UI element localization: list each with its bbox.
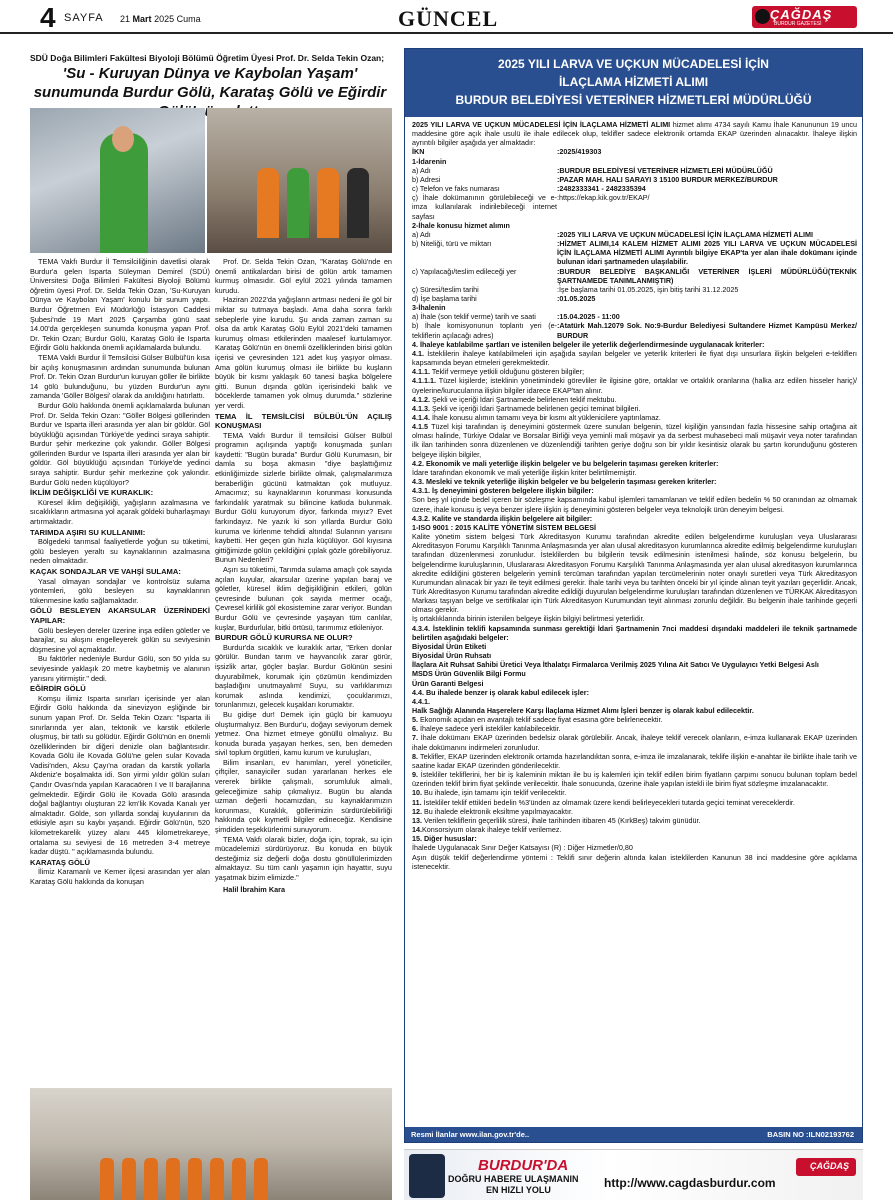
tender-clause: Biyosidal Ürün Etiketi: [412, 641, 487, 651]
article-subheading: GÖLÜ BESLEYEN AKARSULAR ÜZERİNDEKİ YAPILAR:: [30, 606, 210, 625]
tender-clause: 1-ISO 9001 : 2015 KALİTE YÖNETİM SİSTEM BELGESİ: [412, 522, 596, 532]
article-paragraph: Burdur'da sıcaklık ve kuraklık artar, "Erken donlar görülür. Bundan tarım ve hayvancılık zarar görür, işsizlik artar, göçler başlar. Burdur Gölünün sesini duyurabilmek, korumak için çözümün kendimizden başladığını unutmayalım! Suyu, su varlıklarımızı korumak aslında kendimizi, çocuklarımızı, torunlarımızı, gelecek kuşakları korumaktır.: [215, 642, 392, 710]
tender-field-row: [412, 294, 857, 303]
tender-clause: 11. İstekliler teklif ettikleri bedelin %3'ünden az olmamak üzere kendi belirleyecekleri tutarda geçici teminat vereceklerdir.: [412, 797, 795, 807]
article-paragraph: Haziran 2022'da yağışların artması nedeni ile göl bir miktar su tutmaya başladı. Ama daha sonra farklı sebeplerle yine kurudu. Şu anda zaman zaman su olsa da artık Karataş Gölü Eylül 2021'deki tamamen kurumuş olması etkilerinden maalesef kurtulamıyor. Karataş Gölü'nün en önemli özelliklerinden birisi gölün içerisi ve çevresinden 121 adet kuş yaşıyor olması. Ama gölün kurumuş olması ile birlikte bu kuşların büyük bir kısmı yaklaşık 60 tanesi başka bölgelere gitti. Bunun dışında gölün içerisindeki balık ve böceklerde tamamen yok olmuş durumda." sözlerine yer verdi.: [215, 295, 392, 410]
banner-burdurda: BURDUR'DA: [478, 1157, 569, 1174]
tender-field-value: [557, 157, 857, 166]
article-paragraph: TEMA Vakfı Burdur İl Temsilcisi Gülser Bülbül'ün kısa bir açılış konuşmasının ardından sunumunda bulunan Prof. Dr. Tekin Ozan Burdur'un kuruyan göller ile birlikte 14 gölü bulunduğunu, bu yüzden Burdur'un aynı zamanda 'Göller Bölgesi' olarak da anıldığını hatırlattı.: [30, 352, 210, 401]
tender-field-value: :HİZMET ALIMI,14 KALEM HİZMET ALIMI 2025 YILI LARVA VE UÇKUN MÜCADELESİ İÇİN İLAÇLAMA HİZMETİ ALIMI Ayrıntılı bilgiye EKAP'ta yer alan ihale dokümanı içinde bulunan idari şartnameden ulaşılabilir.: [557, 239, 857, 267]
tender-clause: 4.1.1. Teklif vermeye yetkili olduğunu gösteren bilgiler;: [412, 367, 585, 377]
tender-clause: 4.1.5 Tüzel kişi tarafından iş deneyimini göstermek üzere sunulan belgenin, tüzel kişiliğin yarısından fazla hissesine sahip ortağına ait olması halinde, Türkiye Odalar ve Borsalar Birliği veya yeminli mali müşavir ya da serbest muhasebeci mali müşavir veya noter tarafından ilk ilan tarihinden sonra düzenlenen ve düzenlendiği tarihten geriye doğru son bir yıldır kesintisiz olarak bu şartın korunduğunu gösteren belgeye ilişkin bilgiler,: [412, 422, 857, 459]
tender-clause: 6. İhaleye sadece yerli istekliler katılabilecektir.: [412, 724, 561, 734]
tender-clause: Halk Sağlığı Alanında Haşerelere Karşı İlaçlama Hizmet Alımı İşleri benzer iş olarak kabul edilecektir.: [412, 706, 754, 715]
tender-clause: 13. Verilen tekliflerin geçerlilik süresi, ihale tarihinden itibaren 45 (KırkBeş) takvim günüdür.: [412, 815, 701, 825]
article-kicker: SDÜ Doğa Bilimleri Fakültesi Biyoloji Bölümü Öğretim Üyesi Prof. Dr. Selda Tekin Ozan;: [30, 53, 385, 63]
tender-field-label: b) İhale komisyonunun toplantı yeri (e-tekliflerin açılacağı adres): [412, 321, 557, 340]
tender-field-label: a) İhale (son teklif verme) tarih ve saati: [412, 312, 536, 322]
tender-clause: 4.3. Mesleki ve teknik yeterliğe ilişkin belgeler ve bu belgelerin taşıması gereken kriterler:: [412, 477, 717, 487]
newspaper-logo: [752, 6, 857, 28]
article-paragraph: Burdur Gölü hakkında önemli açıklamalarda bulunan Prof. Dr. Selda Tekin Ozan: "Göller Bölgesi göllerinden Burdur ve Isparta illeri arasında yer alan bir göldür. Göl büyüklüğü açısından Türkiye'de yedinci sıraya sahiptir. Burdur şehir merkezine çok yakındır. Göller Bölgesi göllerinden Burdur ve Isparta illeri arasında yer alan bir göldür. Göl büyüklüğü açısından Türkiye'de yedinci sıraya sahiptir. Burdur şehir merkezine çok yakındır. Burdur Gölü neden küçülüyor?: [30, 400, 210, 487]
tender-field-value: :2025/419303: [557, 147, 602, 157]
page-header: [0, 0, 893, 34]
tender-field-label: b) Adresi: [412, 174, 441, 184]
tender-clause: 4.1. İsteklilerin ihaleye katılabilmeleri için aşağıda sayılan belgeler ve yeterlik kriterleri ile fiyat dışı unsurlara ilişkin belgeleri e-tekliflerı kapsamında beyan etmeleri gerekmektedir.: [412, 348, 857, 368]
tender-clause: 4.1.2. Şekli ve içeriği İdari Şartnamede belirlenen teklif mektubu.: [412, 394, 617, 404]
article-paragraph: TEMA Vakfı olarak bizler, doğa için, toprak, su için mücadelemizi sürdürüyoruz. Bu konuda en büyük desteğimiz siz değerli doğa dostu gönüllülerimizden almaktayız. Su tüm canlı yaşamın için hayattır, suyu yaşatmak bizim elimizde.": [215, 834, 392, 882]
tender-field-row: [412, 321, 857, 339]
phone-icon: [409, 1154, 445, 1198]
tender-clause: 9. İstekliler tekliflerini, her bir iş kaleminin miktarı ile bu iş kalemleri için teklif edilen birim fiyatların çarpımı sonucu bulunan toplam bedel üzerinden teklif birim fiyat şeklinde verilecektir. İhale sonucunda, üzerine ihale yapılan istekli ile birim fiyat sözleşme imzalanacaktır.: [412, 770, 857, 789]
speaker-head: [112, 126, 134, 152]
article-subheading: TEMA İL TEMSİLCİSİ BÜLBÜL'ÜN AÇILIŞ KONUŞMASI: [215, 411, 392, 431]
tender-clause: 4.1.3. Şekli ve içeriği İdari Şartnamede belirlenen geçici teminat bilgileri.: [412, 403, 641, 413]
tender-field-label: a) Adı: [412, 165, 431, 175]
tender-clause: 14.Konsorsiyum olarak ihaleye teklif verilemez.: [412, 825, 562, 835]
tender-field-label: 3-İhalenin: [412, 303, 446, 313]
announcement-title: 2025 YILI LARVA VE UÇKUN MÜCADELESİ İÇİN İLAÇLAMA HİZMETİ ALIMI BURDUR BELEDİYESİ VETERİNER HİZMETLERİ MÜDÜRLÜĞÜ: [405, 49, 862, 117]
banner-line-2: EN HIZLI YOLU: [486, 1185, 551, 1195]
official-ads-link: Resmi İlanlar www.ilan.gov.tr'de..: [411, 1130, 530, 1139]
tender-field-value: :15.04.2025 - 11:00: [557, 312, 620, 322]
audience-photo: [30, 1088, 392, 1200]
tender-clause: 4.1.4. İhale konusu alımın tamamı veya bir kısmı alt yüklenicilere yaptırılamaz.: [412, 413, 661, 422]
tender-clause: Aşırı düşük teklif değerlendirme yöntemi : Teklifi sınır değerin altında kalan isteklilerden Kanunun 38 inci maddesine göre açıklama istenecektir.: [412, 852, 857, 871]
tender-field-row: [412, 239, 857, 266]
group-photo: [207, 108, 392, 253]
tender-field-value: :2482333341 - 2482335394: [557, 184, 646, 194]
tender-clause: 12. Bu ihalede elektronik eksiltme yapılmayacaktır.: [412, 806, 574, 816]
tender-field-value: :İşe başlama tarihi 01.05.2025, işin bitiş tarihi 31.12.2025: [557, 284, 739, 294]
tender-clause: 4.4.1.: [412, 696, 430, 706]
tender-announcement: [404, 48, 863, 1143]
tender-field-value: :PAZAR MAH. HALI SARAYI 3 15100 BURDUR MERKEZ/BURDUR: [557, 174, 778, 184]
page-label: SAYFA: [64, 12, 104, 24]
logo-text: ÇAĞDAŞ: [770, 7, 833, 22]
tender-clause: İdare tarafından ekonomik ve mali yeterliğe ilişkin kriter belirtilmemiştir.: [412, 467, 637, 477]
tender-field-value: :BURDUR BELEDİYE BAŞKANLIĞI VETERİNER İŞLERİ MÜDÜRLÜĞÜ(TEKNİK ŞARTNAMEDE TANIMLANMIŞTIR): [557, 266, 857, 285]
article-subheading: BURDUR GÖLÜ KURURSA NE OLUR?: [215, 633, 353, 643]
article-subheading: EĞİRDİR GÖLÜ: [30, 684, 86, 694]
tender-field-label: a) Adı: [412, 229, 431, 239]
tender-field-row: [412, 312, 857, 321]
article-paragraph: TEMA Vakfı Burdur İl temsilcisi Gülser Bülbül programın açılışında yaptığı konuşmada şunları kaydetti: "Bugün burada" Burdur Gölü Kurumasın, bir damla su boşa akmasın "diye başlattığımız etkinliğimizde sizlerle birlikte olmak, çalışmalarımıza beraberliğin gücünü katmaktan çok mutluyuz. Amacımız; su kaynaklarının korunması konusunda farkındalık yaratmak su bilincine katkıda bulunmak. Burdur Gölü kuruyorum diyor, farkında mıyız? Evet farkındayız. Ne yazık ki son yıllarda Burdur Gölü kuruma ve kirlenme tehdidi altında! Sularının yarısını kaybetti. Her geçen gün hızla küçülüyor. Göl kıyısına gittiğimizde gölün çekildiğini çıplak gözle görebiliyoruz. Bunun Nedenleri?: [215, 430, 392, 565]
tender-clause: Biyosidal Ürün Ruhsatı: [412, 651, 492, 661]
article-subheading: İKLİM DEĞİŞKLİĞİ VE KURAKLIK:: [30, 488, 154, 498]
tender-clause: 4.3.1. İş deneyimini gösteren belgelere ilişkin bilgiler:: [412, 486, 594, 496]
tender-field-row: [412, 166, 857, 175]
tender-field-value: :Atatürk Mah.12079 Sok. No:9-Burdur Belediyesi Sultandere Hizmet Kampüsü Merkez/ BURDUR: [557, 321, 857, 340]
article-headline: 'Su - Kuruyan Dünya ve Kaybolan Yaşam' sunumunda Burdur Gölü, Karataş Gölü ve Eğirdir: [33, 65, 387, 101]
article-paragraph: Bu faktörler nedeniyle Burdur Gölü, son 50 yılda su seviyesinde yaklaşık 20 metre kaybetmiş ve alanının yarısını yitirmiştir." dedi.: [30, 654, 210, 683]
article-paragraph: Bu gidişe dur! Demek için güçlü bir kamuoyu oluşturmalıyız. Ben Burdur'u, doğayı seviyorum demek yetmez. Ona hizmet etmeye gönüllü olmalıyız. Bu konuda burada yaşayan herkes, sen, ben demeden sivil toplum örgütleri, kamu kurum ve kuruluşları,: [215, 709, 392, 758]
article-paragraph: Aşırı su tüketimi, Tarımda sulama amaçlı çok sayıda açılan kuyular, akarsular üzerine yapılan baraj ve göletler, küresel iklim değişikliğinin etkileri, gölün çevresinde bulunan çok sayıda mermer ocağı, Çevresel kirlilik göl ekosistemine zarar veriyor. Bundan Burdur Gölü ve çevresinde yaşayan tüm canlılar, kuşlar, Burdurlular, bitki örtüsü, tarımımız etkileniyor.: [215, 565, 392, 632]
article-byline: Halil İbrahim Kara: [223, 884, 286, 894]
tender-clause: 5. Ekonomik açıdan en avantajlı teklif sadece fiyat esasına göre belirlenecektir.: [412, 715, 663, 725]
tender-field-row: [412, 147, 857, 156]
article-paragraph: Gölü besleyen dereler üzerine inşa edilen göletler ve barajlar, su akışını engelleyerek gölün su seviyesinin düşmesine yol açmaktadır.: [30, 625, 210, 654]
tender-field-label: ç) İhale dokümanının görülebileceği ve e-imza kullanılarak indirilebileceği internet sayfası: [412, 193, 557, 221]
tender-clause: Son beş yıl içinde bedel içeren bir sözleşme kapsamında kabul işlemleri tamamlanan ve teklif edilen bedelin % 50 oranından az olmamak üzere, ihale konusu iş veya benzer işlere ilişkin iş deneyimini gösteren belgeler veya teknolojik ürün deneyim belgesi.: [412, 495, 857, 514]
tender-clause: İhalede Uygulanacak Sınır Değer Katsayısı (R) : Diğer Hizmetler/0,80: [412, 843, 633, 853]
tender-field-label: İKN: [412, 147, 425, 157]
tender-field-row: [412, 230, 857, 239]
tender-field-value: [557, 221, 857, 230]
tender-clause: 4.4. Bu ihalede benzer iş olarak kabul edilecek işler:: [412, 687, 589, 697]
tender-field-value: :01.05.2025: [557, 293, 596, 303]
tender-field-label: 1-İdarenin: [412, 156, 447, 166]
tender-field-label: ç) Süresi/teslim tarihi: [412, 284, 479, 294]
tender-clause: Kalite yönetim sistem belgesi Türk Akreditasyon Kurumu tarafından akredite edilen belgelendirme kuruluşları veya Uluslararası Akreditasyon Forumu Karşılıklı Tanınma Anlaşmasında yer alan ulusal akreditasyon kurumlarınca akredite edilmiş belgelendirme kuruluşları tarafından düzenlenmesi zorunludur. İsteklilerden bu bilgilerin tevsik edilmesinin istenilmesi halinde, söz konusu belgelerin, bu belgelendirme kuruluşlarının, Uluslararası Akreditasyon Forumu Karşılıklı Tanınma Anlaşmasında yer alan ulusal akreditasyon kurumlarınca akredite edildiğini gösteren belgelerin yeminli tercüman tarafından yapılan tercümelerinin noter onaylı suretleri veya Türk Akreditasyon Kurumundan alınacak bir yazı ile teyit edilmesi gerekir. İhale tarihi veya bu tarihten önceki bir yıl içinde alınan teyit yazıları geçerlidir. Ancak, Türk Akreditasyon Kurumu tarafından akredite edildiği duyurulan belgelendirme kuruluşları tarafından düzenlenen ve TÜRKAK Akreditasyon Markası taşıyan belge ve sertifikalar için Türk Akreditasyon Kurumundan teyit alınması zorunlu değildir. Bu belgenin ihale tarihinde geçerli olması gerekir.: [412, 532, 857, 615]
banner-logo: ÇAĞDAŞ: [796, 1158, 856, 1176]
article-paragraph: Bilim insanları, ev hanımları, yerel yöneticiler, çiftçiler, sanayiciler sudan yararlanan herkes ele vererek birlikte çalışmalı, sorumluluk almalı, geleceğimize sahip çıkmalıyız. Bugün bu alanda uzman değerli hocamızdan, su kaynaklarımızın korunması, Kuraklık, göllerimizin sürdürülebilirliği hakkında çok kıymetli bilgiler edineceğiz. Kendisine şimdiden teşekkürlerimi sunuyorum.: [215, 757, 392, 835]
tender-field-value: :BURDUR BELEDİYESİ VETERİNER HİZMETLERİ MÜDÜRLÜĞÜ: [557, 165, 773, 175]
logo-subtitle: BURDUR GAZETESİ: [774, 21, 822, 27]
tender-field-row: [412, 193, 857, 220]
tender-field-value: :2025 YILI LARVA VE UÇKUN MÜCADELESİ İÇİN İLAÇLAMA HİZMETİ ALIMI: [557, 229, 813, 239]
tender-field-row: [412, 303, 857, 312]
tender-field-label: 2-İhale konusu hizmet alımın: [412, 220, 510, 230]
article-paragraph: İlimiz Karamanlı ve Kemer ilçesi arasından yer alan Karataş Gölü hakkında da konuşan: [30, 867, 210, 886]
article-paragraph: Yasal olmayan sondajlar ve kontrolsüz sulama yöntemleri, gölü besleyen su kaynaklarının tükenmesine katkı sağlamaktadır.: [30, 576, 210, 605]
tender-clause: Ürün Garanti Belgesi: [412, 678, 484, 688]
article-paragraph: Prof. Dr. Selda Tekin Ozan, "Karataş Gölü'nde en önemli antikalardan birisi de gölün artık tamamen kurmuş olmasıdır. Göl eylül 2021 yılında tamamen kurudu.: [215, 257, 392, 295]
tender-field-row: [412, 221, 857, 230]
article-subheading: KARATAŞ GÖLÜ: [30, 857, 91, 867]
tender-clause: 4. İhaleye katılabilme şartları ve istenilen belgeler ile yeterlik değerlendirmesinde uygulanacak kriterler:: [412, 339, 765, 349]
website-link[interactable]: http://www.cagdasburdur.com: [604, 1176, 776, 1190]
press-number: BASIN NO :ILN02193762: [767, 1130, 854, 1139]
article-subheading: KAÇAK SONDAJLAR VE VAHŞİ SULAMA:: [30, 567, 181, 576]
tender-clause: 4.1.1.1. Tüzel kişilerde; isteklinin yönetimindeki görevliler ile ilgisine göre, ortaklar ve ortaklık oranlarına (halka arz edilen hisseler hariç)/üyelerine/kurucularına ilişkin bilgiler idarece EKAP'tan alınır.: [412, 376, 857, 395]
article-paragraph: Küresel iklim değişikliği, yağışların azalmasına ve sıcaklıkların artmasına yol açarak göldeki buharlaşmayı artırmaktadır.: [30, 497, 210, 527]
tender-clause: 4.2. Ekonomik ve mali yeterliğe ilişkin belgeler ve bu belgelerin taşıması gereken kriterler:: [412, 458, 719, 468]
article-paragraph: TEMA Vakfı Burdur İl Temsilciliğinin davetlisi olarak Burdur'a gelen Isparta Süleyman Demirel (SDÜ) Üniversitesi Doğa Bilimleri Fakültesi Biyoloji Bölümü öğretim üyesi Prof. Dr. Selda Tekin Ozan, 'Su-Kuruyan Dünya ve Kaybolan Yaşam' konulu bir sunum yaptı. Burdur Öğretmen Evi Müdürlüğü İstasyon Caddesi Şubesi'nde 19 Mart 2025 Çarşamba günü saat 14.00'da gerçekleşen sunumda konuşma yapan Prof. Dr. Tekin Ozan; Burdur Gölü, Karataş Gölü ile Isparta Eğirdir Gölü hakkında önemli açıklamalarda bulundu.: [30, 257, 210, 353]
tender-field-label: d) İşe başlama tarihi: [412, 293, 477, 303]
tender-clause: 8. Teklifler, EKAP üzerinden elektronik ortamda hazırlandıktan sonra, e-imza ile imzalanarak, teklife ilişkin e-anahtar ile birlikte ihale tarih ve saatine kadar EKAP üzerinden gönderilecektir.: [412, 751, 857, 770]
tender-field-value: :https://ekap.kik.gov.tr/EKAP/: [557, 193, 650, 203]
tender-clause: İş ortaklıklarında birinin istenilen belgeye ilişkin bilgiyi belirtmesi yeterlidir.: [412, 614, 645, 624]
article-paragraph: Komşu ilimiz Isparta sınırları içerisinde yer alan Eğirdir Gölü hakkında da sinevizyon eşliğinde bir sunum yapan Prof. Dr. Selda Tekin Ozan: "Isparta ili sınırlarında yer alan, tektonik ve karstik etkilerle oluşmuş, bir tatlı su gölüdür. Eğirdir Gölü'nün en önemli özelliklerinden bir diğeri denizle olan bağlantısıdır. Kovada Gölü ile Kovada Gölü'ne gelen sular Kovada Vadisi'nden, Aksu Çayı'na oradan da karstik yollarla Akdeniz'e boşalmakta idi. Son yirmi yıldır gölün suları Çandır Ovası'nda yapılan Karacaören I ve II barajlarına gelmektedir. Eğirdir Gölü ile Kovada Gölü arasında doğal bağlantıyı oluşturan 22 km'lik Kovada Kanalı yer almaktadır. Gölde, son yıllarda sondaj kuyularının da etkisiyle aşırı su kaybı yaşandı. Eğirdir Gölü'nün, 520 kilometrekarelik yüzey alanı 445 kilometrekareye, ortalama su seviyesi de 16 metreden 3-4 metreye kadar düştü. " açıklamasında bulundu.: [30, 693, 210, 857]
announcement-footer: [405, 1127, 862, 1142]
announcement-intro: 2025 YILI LARVA VE UÇKUN MÜCADELESİ İÇİN İLAÇLAMA HİZMETİ ALIMI hizmet alımı 4734 sayılı Kamu İhale Kanununun 19 uncu maddesine göre açık ihale usulü ile ihale edilecek olup, teklifler sadece elektronik ortamda EKAP üzerinden alınacaktır. İhaleye ilişkin ayrıntılı bilgiler aşağıda yer almaktadır:: [412, 120, 857, 148]
article-subheading: TARIMDA AŞIRI SU KULLANIMI:: [30, 527, 146, 537]
tender-clause: İlaçlara Ait Ruhsat Sahibi Üretici Veya İthalatçı Firmalarca Verilmiş 2025 Yılına Ait Satıcı Ve Uygulayıcı Yetki Belgesi Aslı: [412, 660, 819, 670]
tender-field-row: [412, 184, 857, 193]
banner-line-1: DOĞRU HABERE ULAŞMANIN: [448, 1174, 579, 1184]
tender-clause: 4.3.2. Kalite ve standarda ilişkin belgelere ait bilgiler:: [412, 513, 593, 523]
promo-banner: [404, 1149, 863, 1200]
speaker-photo: [30, 108, 205, 253]
issue-date: 21 Mart 2025 Cuma: [120, 14, 201, 24]
article-column-2: [215, 257, 392, 1087]
tender-clause: 4.3.4. İsteklinin teklifi kapsamında sunması gerektiği İdari Şartnamenin 7nci maddesi dışındaki maddeleri ile teknik şartnamede belirtilen aşağıdaki belgeler:: [412, 623, 857, 642]
tender-field-label: b) Niteliği, türü ve miktarı: [412, 239, 492, 249]
article-paragraph: Bölgedeki tarımsal faaliyetlerde yoğun su tüketimi, gölü besleyen yeraltı su kaynaklarının azalmasına neden olmaktadır.: [30, 537, 210, 566]
tender-clause: 10. Bu ihalede, işin tamamı için teklif verilecektir.: [412, 788, 567, 798]
section-title: GÜNCEL: [398, 6, 499, 31]
tender-field-label: c) Telefon ve faks numarası: [412, 184, 500, 194]
logo-emblem-icon: [755, 9, 770, 24]
tender-field-row: [412, 267, 857, 285]
tender-field-value: [557, 303, 857, 312]
page-number: 4: [40, 2, 56, 33]
tender-clause: MSDS Ürün Güvenlik Bilgi Formu: [412, 669, 526, 679]
tender-field-row: [412, 285, 857, 294]
tender-field-row: [412, 175, 857, 184]
tender-field-row: [412, 157, 857, 166]
tender-clause: 7. İhale dokümanı EKAP üzerinden bedelsiz olarak görülebilir. Ancak, ihaleye teklif verecek olanların, e-imza kullanarak EKAP üzerinden ihale dokümanını indirmeleri zorunludur.: [412, 733, 857, 752]
article-column-1: [30, 257, 210, 1087]
tender-clause: 15. Diğer hususlar:: [412, 834, 477, 844]
announcement-body: [412, 120, 857, 1108]
tender-field-label: c) Yapılacağı/teslim edileceği yer: [412, 266, 517, 276]
